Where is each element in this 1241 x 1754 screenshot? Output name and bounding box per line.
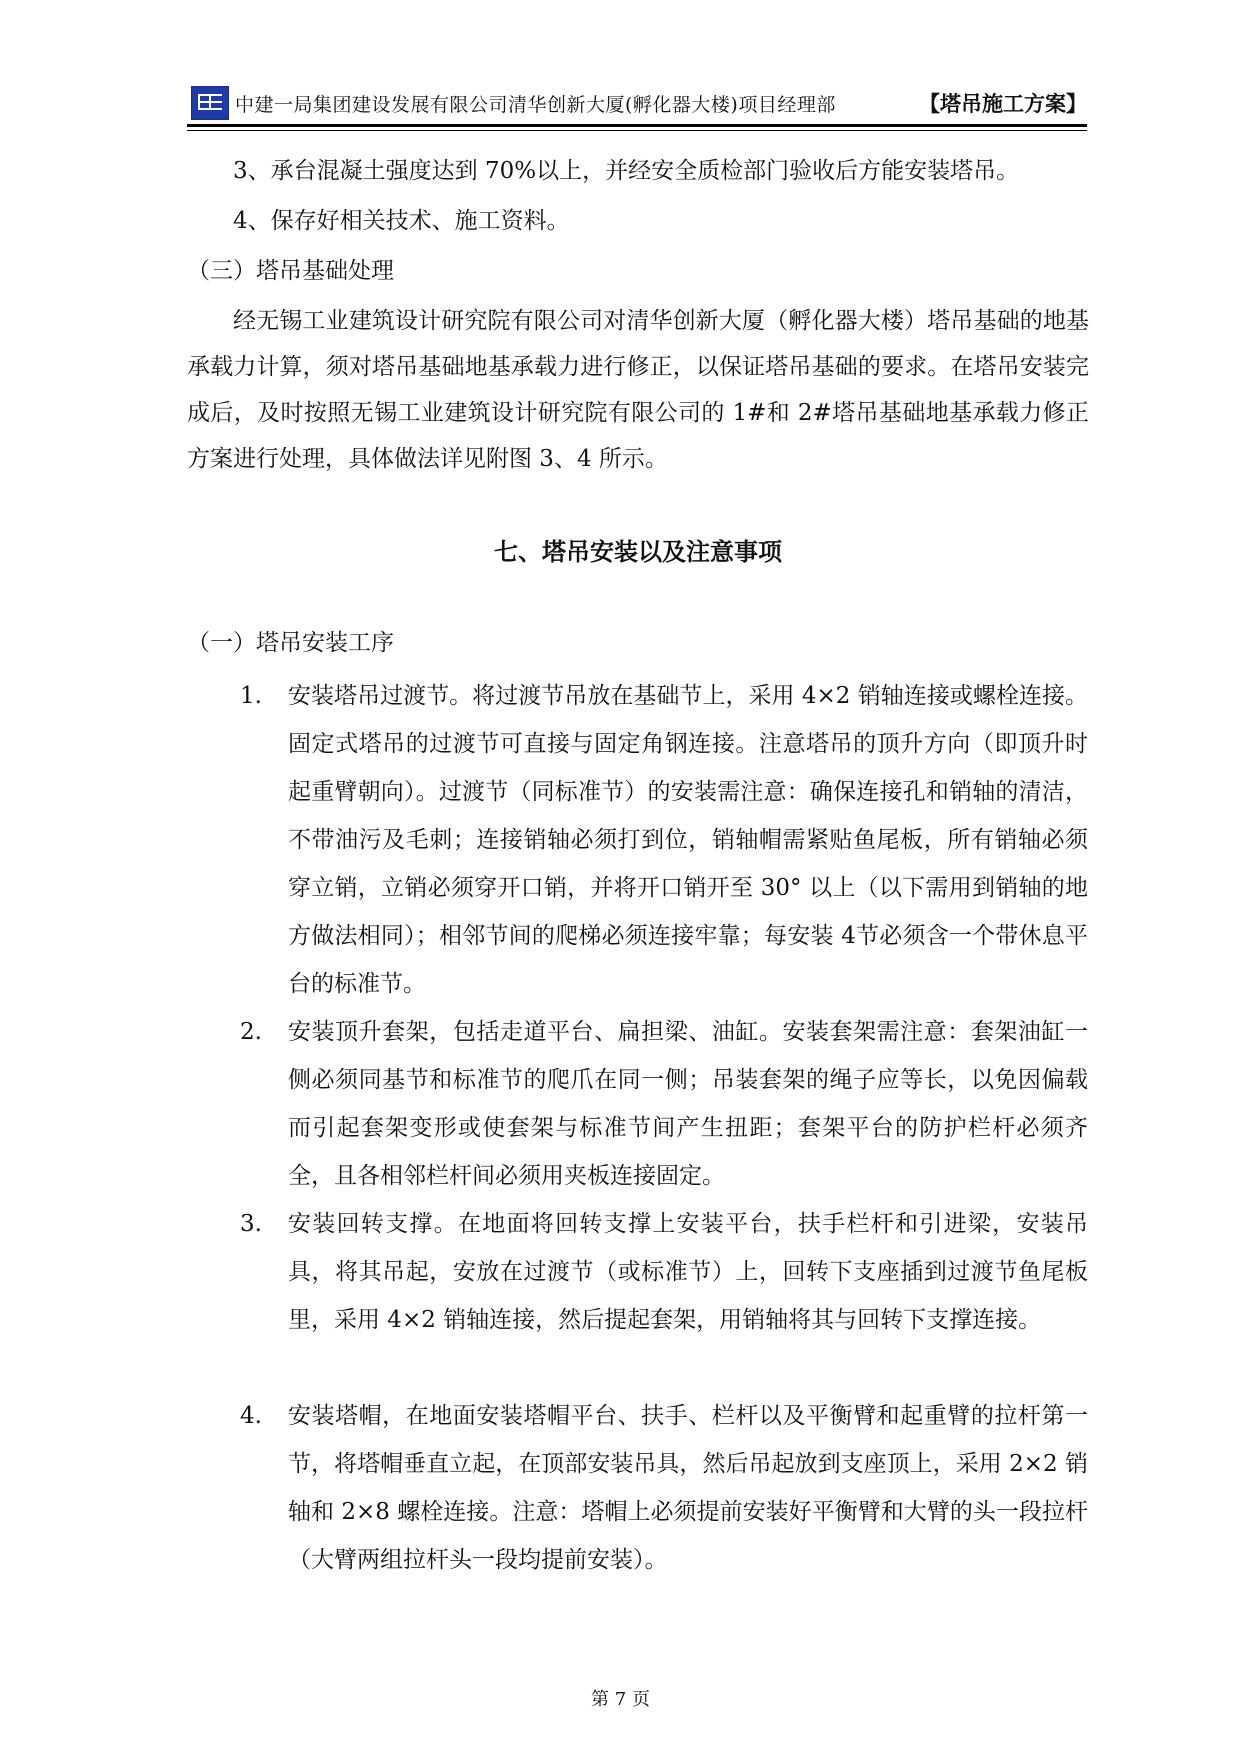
header-rule-thin bbox=[187, 130, 1087, 131]
step-text: 安装塔帽，在地面安装塔帽平台、扶手、栏杆以及平衡臂和起重臂的拉杆第一节，将塔帽垂直立起，在顶部安装吊具，然后吊起放到支座顶上，采用 2×2 销轴和 2×8 螺栓连接。注意：塔帽上必须提前安装好平衡臂和大臂的头一段拉杆（大臂两组拉杆头一段均提前安装）。 bbox=[288, 1403, 1088, 1573]
list-item-4: 4、保存好相关技术、施工资料。 bbox=[233, 208, 570, 234]
step-text: 安装顶升套架，包括走道平台、扁担梁、油缸。安装套架需注意：套架油缸一侧必须同基节和标准节的爬爪在同一侧；吊装套架的绳子应等长，以免因偏载而引起套架变形或使套架与标准节间产生扭距；套架平台的防护栏杆必须齐全，且各相邻栏杆间必须用夹板连接固定。 bbox=[288, 1019, 1088, 1189]
subsection-heading-3: （三）塔吊基础处理 bbox=[187, 258, 394, 284]
header-rule-thick bbox=[187, 124, 1087, 127]
section-title: 七、塔吊安装以及注意事项 bbox=[494, 538, 782, 566]
cscec-logo-icon bbox=[191, 86, 229, 120]
step-number: 1. bbox=[240, 683, 262, 709]
step-number: 2. bbox=[240, 1019, 262, 1045]
document-type-label: 【塔吊施工方案】 bbox=[919, 92, 1087, 116]
body-paragraph: 经无锡工业建筑设计研究院有限公司对清华创新大厦（孵化器大楼）塔吊基础的地基承载力计算，须对塔吊基础地基承载力进行修正，以保证塔吊基础的要求。在塔吊安装完成后，及时按照无锡工业建筑设计研究院有限公司的 1#和 2#塔吊基础地基承载力修正方案进行处理，具体做法详见附图 3、4 所示。 bbox=[187, 308, 1089, 472]
list-item-3: 3、承台混凝土强度达到 70%以上，并经安全质检部门验收后方能安装塔吊。 bbox=[233, 158, 1020, 184]
page-header bbox=[187, 80, 1087, 128]
page-number: 第 7 页 bbox=[591, 1689, 650, 1710]
subsection-heading-1: （一）塔吊安装工序 bbox=[187, 630, 394, 656]
step-text: 安装塔吊过渡节。将过渡节吊放在基础节上，采用 4×2 销轴连接或螺栓连接。固定式塔吊的过渡节可直接与固定角钢连接。注意塔吊的顶升方向（即顶升时起重臂朝向）。过渡节（同标准节）的安装需注意：确保连接孔和销轴的清洁，不带油污及毛刺；连接销轴必须打到位，销轴帽需紧贴鱼尾板，所有销轴必须穿立销，立销必须穿开口销，并将开口销开至 30° 以上（以下需用到销轴的地方做法相同）；相邻节间的爬梯必须连接牢靠；每安装 4节必须含一个带休息平台的标准节。 bbox=[288, 683, 1088, 997]
step-text: 安装回转支撑。在地面将回转支撑上安装平台，扶手栏杆和引进梁，安装吊具，将其吊起，安放在过渡节（或标准节）上，回转下支座插到过渡节鱼尾板里，采用 4×2 销轴连接，然后提起套架，用销轴将其与回转下支撑连接。 bbox=[288, 1211, 1088, 1333]
step-number: 4. bbox=[240, 1403, 262, 1429]
step-number: 3. bbox=[240, 1211, 262, 1237]
header-title: 中建一局集团建设发展有限公司清华创新大厦(孵化器大楼)项目经理部 bbox=[235, 94, 836, 116]
